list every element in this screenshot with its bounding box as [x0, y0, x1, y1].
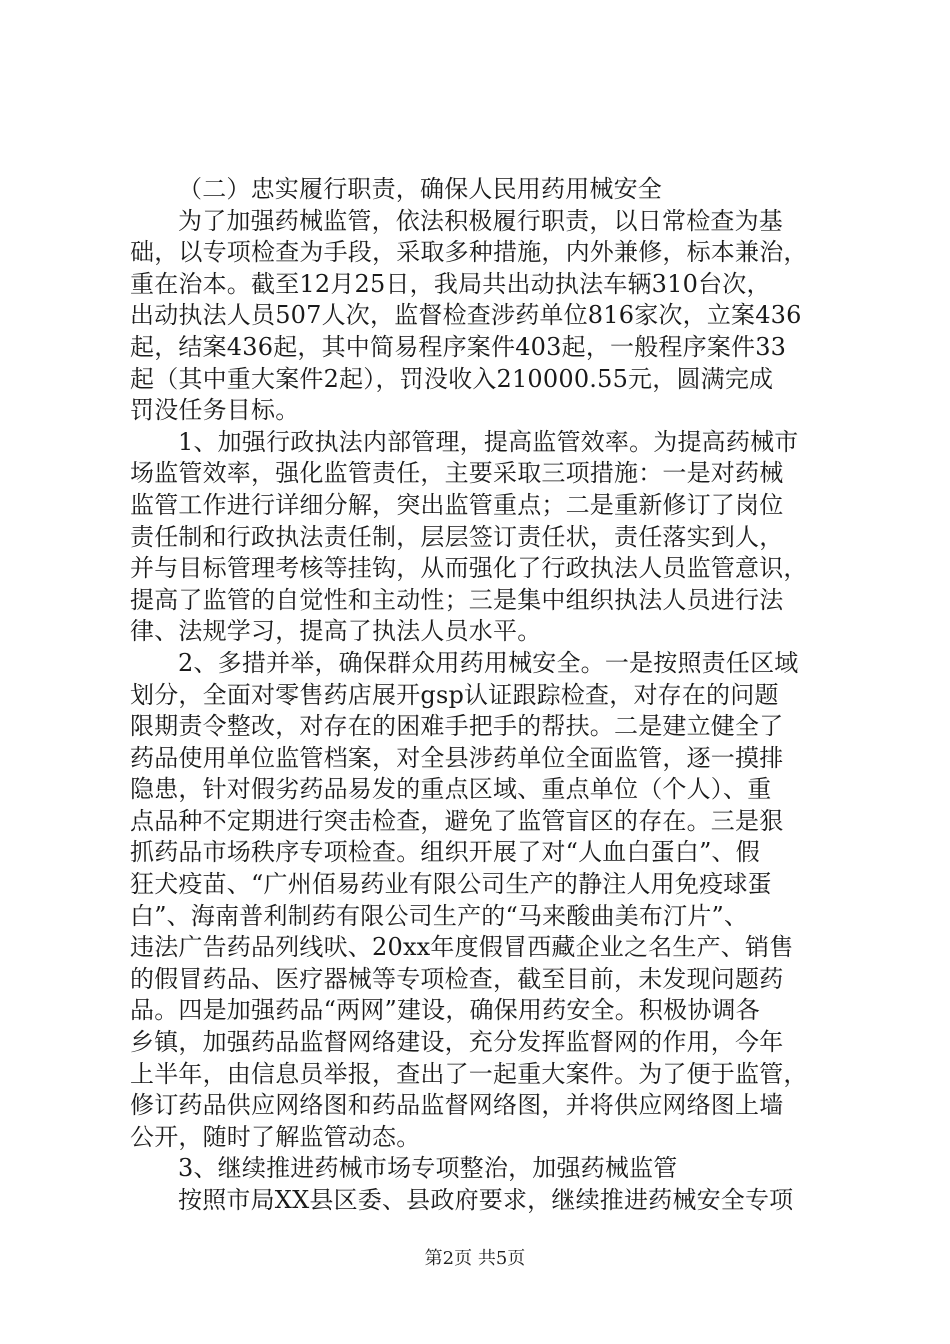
paragraph-line: 抓药品市场秩序专项检查。组织开展了对“人血白蛋白”、假	[130, 838, 760, 867]
paragraph-line: 药品使用单位监管档案，对全县涉药单位全面监管，逐一摸排	[130, 743, 784, 772]
paragraph-line: 起（其中重大案件2起），罚没收入210000.55元，圆满完成	[130, 364, 774, 393]
paragraph-line: 的假冒药品、医疗器械等专项检查，截至目前，未发现问题药	[130, 964, 784, 993]
paragraph-line: 1、加强行政执法内部管理，提高监管效率。为提高药械市	[178, 427, 799, 456]
paragraph-line: 提高了监管的自觉性和主动性；三是集中组织执法人员进行法	[130, 585, 784, 614]
paragraph-line: 品。四是加强药品“两网”建设，确保用药安全。积极协调各	[130, 996, 760, 1025]
paragraph-line: 乡镇，加强药品监督网络建设，充分发挥监督网的作用，今年	[130, 1028, 784, 1057]
paragraph-line: 监管工作进行详细分解，突出监管重点；二是重新修订了岗位	[130, 490, 784, 519]
paragraph-line: 限期责令整改，对存在的困难手把手的帮扶。二是建立健全了	[130, 712, 784, 741]
paragraph-line: 违法广告药品列线吠、20xx年度假冒西藏企业之名生产、销售	[130, 933, 794, 962]
paragraph-line: 按照市局XX县区委、县政府要求，继续推进药械安全专项	[178, 1186, 794, 1214]
paragraph-line: 出动执法人员507人次，监督检查涉药单位816家次，立案436	[130, 301, 802, 330]
paragraph-line: 2、多措并举，确保群众用药用械安全。一是按照责任区域	[178, 648, 799, 677]
section-heading: （二）忠实履行职责，确保人民用药用械安全	[178, 175, 662, 203]
paragraph-line: 白”、海南普利制药有限公司生产的“马来酸曲美布汀片”、	[130, 901, 749, 930]
paragraph-line: 罚没任务目标。	[130, 396, 300, 425]
paragraph-line: 起，结案436起，其中简易程序案件403起，一般程序案件33	[130, 332, 787, 361]
paragraph-line: 划分，全面对零售药店展开gsp认证跟踪检查，对存在的问题	[130, 680, 779, 709]
paragraph-line: 场监管效率，强化监管责任，主要采取三项措施：一是对药械	[130, 459, 784, 488]
paragraph-line: 为了加强药械监管，依法积极履行职责，以日常检查为基	[178, 206, 783, 235]
paragraph-line: 础，以专项检查为手段，采取多种措施，内外兼修，标本兼治，	[130, 238, 808, 267]
section-subheading: 3、继续推进药械市场专项整治，加强药械监管	[178, 1154, 678, 1183]
paragraph-line: 狂犬疫苗、“广州佰易药业有限公司生产的静注人用免疫球蛋	[130, 870, 772, 899]
paragraph-line: 点品种不定期进行突击检查，避免了监管盲区的存在。三是狠	[130, 806, 784, 835]
page-number-footer: 第2页 共5页	[424, 1248, 526, 1269]
paragraph-line: 隐患，针对假劣药品易发的重点区域、重点单位（个人）、重	[130, 775, 772, 804]
paragraph-line: 重在治本。截至12月25日，我局共出动执法车辆310台次，	[130, 269, 771, 298]
paragraph-line: 并与目标管理考核等挂钩，从而强化了行政执法人员监管意识，	[130, 554, 808, 583]
paragraph-line: 修订药品供应网络图和药品监督网络图，并将供应网络图上墙	[130, 1091, 784, 1120]
paragraph-line: 律、法规学习，提高了执法人员水平。	[130, 617, 542, 646]
document-body	[130, 174, 830, 1217]
paragraph-line: 公开，随时了解监管动态。	[130, 1122, 421, 1151]
paragraph-line: 上半年，由信息员举报，查出了一起重大案件。为了便于监管，	[130, 1059, 808, 1088]
paragraph-line: 责任制和行政执法责任制，层层签订责任状，责任落实到人，	[130, 522, 784, 551]
